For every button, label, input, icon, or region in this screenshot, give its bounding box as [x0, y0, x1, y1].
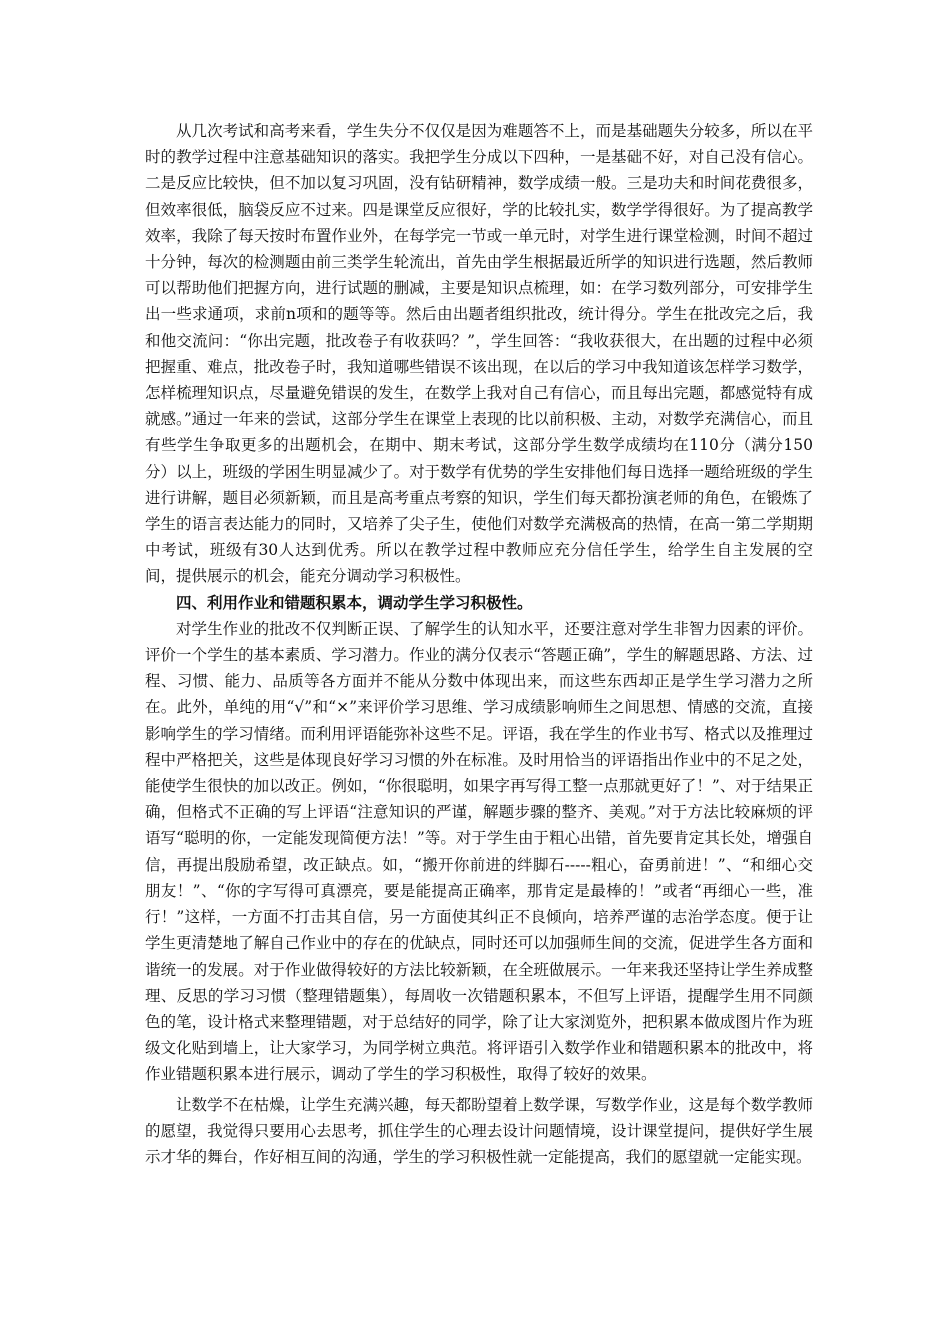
section-heading-4: 四、利用作业和错题积累本，调动学生学习积极性。: [176, 593, 533, 612]
paragraph-homework-comments: 对学生作业的批改不仅判断正误、了解学生的认知水平，还要注意对学生非智力因素的评价。评价一个学生的基本素质、学习潜力。作业的满分仅表示“答题正确”，学生的解题思路、方法、过程、习惯、能力、品质等各方面并不能从分数中体现出来，而这些东西却正是学生学习潜力之所在。此外，单纯的用“√”和“×”来评价学习思维、学习成绩影响师生之间思想、情感的交流，直接影响学生的学习情绪。而利用评语能弥补这些不足。评语，我在学生的作业书写、格式以及推理过程中严格把关，这些是体现良好学习习惯的外在标准。及时用恰当的评语指出作业中的不足之处，能使学生很快的加以改正。例如，“你很聪明，如果字再写得工整一点那就更好了！”、对于结果正确，但格式不正确的写上评语“注意知识的严谨，解题步骤的整齐、美观。”对于方法比较麻烦的评语写“聪明的你，一定能发现简便方法！”等。对于学生由于粗心出错，首先要肯定其长处，增强自信，再提出殷励希望，改正缺点。如，“搬开你前进的绊脚石-----粗心，奋勇前进！”、“和细心交朋友！”、“你的字写得可真漂亮，要是能提高正确率，那肯定是最棒的！”或者“再细心一些，准行！”这样，一方面不打击其自信，另一方面使其纠正不良倾向，培养严谨的志治学态度。便于让学生更清楚地了解自己作业中的存在的优缺点，同时还可以加强师生间的交流，促进学生各方面和谐统一的发展。对于作业做得较好的方法比较新颖，在全班做展示。一年来我还坚持让学生养成整理、反思的学习习惯（整理错题集），每周收一次错题积累本，不但写上评语，提醒学生用不同颜色的笔，设计格式来整理错题，对于总结好的同学，除了让大家浏览外，把积累本做成图片作为班级文化贴到墙上，让大家学习，为同学树立典范。将评语引入数学作业和错题积累本的批改中，将作业错题积累本进行展示，调动了学生的学习积极性，取得了较好的效果。: [145, 619, 813, 1084]
paragraph-conclusion: 让数学不在枯燥，让学生充满兴趣，每天都盼望着上数学课，写数学作业，这是每个数学教师的愿望，我觉得只要用心去思考，抓住学生的心理去设计问题情境，设计课堂提问，提供好学生展示才华的舞台，作好相互间的沟通，学生的学习积极性就一定能提高，我们的愿望就一定能实现。: [145, 1095, 813, 1166]
document-body: [145, 118, 813, 1170]
paragraph-student-question-setting: 从几次考试和高考来看，学生失分不仅仅是因为难题答不上，而是基础题失分较多，所以在平时的教学过程中注意基础知识的落实。我把学生分成以下四种，一是基础不好，对自己没有信心。二是反应比较快，但不加以复习巩固，没有钻研精神，数学成绩一般。三是功夫和时间花费很多，但效率很低，脑袋反应不过来。四是课堂反应很好，学的比较扎实，数学学得很好。为了提高教学效率，我除了每天按时布置作业外，在每学完一节或一单元时，对学生进行课堂检测，时间不超过十分钟，每次的检测题由前三类学生轮流出，首先由学生根据最近所学的知识进行选题，然后教师可以帮助他们把握方向，进行试题的删减，主要是知识点梳理，如：在学习数列部分，可安排学生出一些求通项，求前n项和的题等等。然后由出题者组织批改，统计得分。学生在批改完之后，我和他交流问：“你出完题，批改卷子有收获吗？”，学生回答：“我收获很大，在出题的过程中必须把握重、难点，批改卷子时，我知道哪些错误不该出现，在以后的学习中我知道该怎样学习数学，怎样梳理知识点，尽量避免错误的发生，在数学上我对自己有信心，而且每出完题，都感觉特有成就感。”通过一年来的尝试，这部分学生在课堂上表现的比以前积极、主动，对数学充满信心，而且有些学生争取更多的出题机会，在期中、期末考试，这部分学生数学成绩均在110分（满分150分）以上，班级的学困生明显减少了。对于数学有优势的学生安排他们每日选择一题给班级的学生进行讲解，题目必须新颖，而且是高考重点考察的知识，学生们每天都扮演老师的角色，在锻炼了学生的语言表达能力的同时，又培养了尖子生，使他们对数学充满极高的热情，在高一第二学期期中考试，班级有30人达到优秀。所以在教学过程中教师应充分信任学生，给学生自主发展的空间，提供展示的机会，能充分调动学习积极性。: [145, 122, 813, 586]
